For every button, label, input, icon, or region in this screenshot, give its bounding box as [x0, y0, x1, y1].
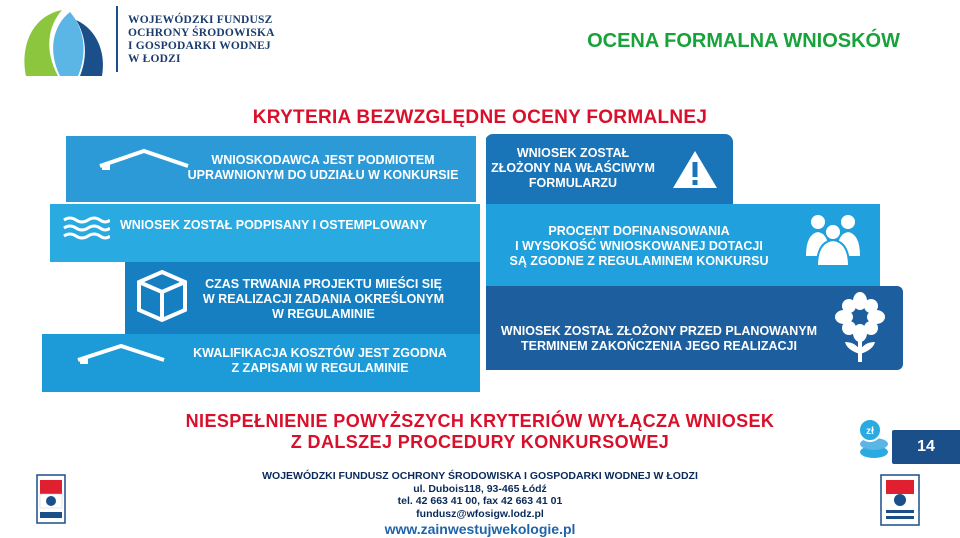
- roof-icon: [76, 344, 166, 364]
- conclusion-line: NIESPEŁNIENIE POWYŻSZYCH KRYTERIÓW WYŁĄCZA WNIOSEK: [185, 411, 775, 431]
- panel-text-line: KWALIFIKACJA KOSZTÓW JEST ZGODNA: [193, 346, 447, 360]
- footer-email[interactable]: fundusz@wfosigw.lodz.pl: [416, 507, 544, 520]
- page-number: 14: [892, 430, 960, 464]
- panel-text-line: SĄ ZGODNE Z REGULAMINEM KONKURSU: [509, 254, 769, 268]
- panel-text-line: I WYSOKOŚĆ WNIOSKOWANEJ DOTACJI: [515, 239, 763, 253]
- panel-text-line: PROCENT DOFINANSOWANIA: [548, 224, 730, 238]
- criterion-panel-signed: [50, 204, 480, 262]
- footer-address: ul. Dubois118, 93-465 Łódź: [413, 482, 547, 495]
- org-name-line: WOJEWÓDZKI FUNDUSZ: [128, 14, 273, 26]
- panel-arrow: [453, 370, 477, 386]
- footer-website-link[interactable]: www.zainwestujwekologie.pl: [384, 521, 576, 537]
- organization-name: [128, 14, 298, 66]
- criterion-panel-duration: [125, 262, 480, 334]
- org-name-line: I GOSPODARKI WODNEJ: [128, 40, 271, 52]
- panel-text-line: WNIOSKODAWCA JEST PODMIOTEM: [211, 153, 435, 167]
- footer-phone: tel. 42 663 41 00, fax 42 663 41 01: [397, 495, 563, 507]
- warning-icon: [671, 148, 719, 190]
- conclusion-line: Z DALSZEJ PROCEDURY KONKURSOWEJ: [290, 432, 670, 452]
- criterion-panel-funding: [485, 204, 880, 286]
- panel-text-line: TERMINEM ZAKOŃCZENIA JEGO REALIZACJI: [521, 339, 797, 353]
- panel-text-line: CZAS TRWANIA PROJEKTU MIEŚCI SIĘ: [205, 277, 442, 291]
- panel-text-line: FORMULARZU: [528, 176, 618, 190]
- people-icon: [803, 208, 863, 268]
- panel-text-line: WNIOSEK ZOSTAŁ ZŁOŻONY PRZED PLANOWANYM: [500, 324, 818, 338]
- panel-text-line: W REALIZACJI ZADANIA OKREŚLONYM: [202, 292, 445, 306]
- criterion-panel-applicant: [66, 136, 476, 202]
- panel-text-line: WNIOSEK ZOSTAŁ: [516, 146, 630, 160]
- panel-text-line: ZŁOŻONY NA WŁAŚCIWYM: [491, 161, 655, 175]
- logo-divider: [116, 6, 118, 72]
- panel-text-line: UPRAWNIONYM DO UDZIAŁU W KONKURSIE: [187, 168, 459, 182]
- criterion-panel-costs: [42, 334, 480, 392]
- wfos-logo-icon: [18, 6, 108, 78]
- footer-org: WOJEWÓDZKI FUNDUSZ OCHRONY ŚRODOWISKA I GOSPODARKI WODNEJ W ŁODZI: [262, 470, 698, 482]
- flower-icon: [835, 292, 885, 364]
- box-icon: [135, 268, 189, 324]
- svg-text:zł: zł: [866, 426, 874, 437]
- org-name-line: OCHRONY ŚRODOWISKA: [128, 27, 275, 39]
- footer-contact: [230, 470, 730, 538]
- certificate-badge-icon: [880, 474, 920, 526]
- criterion-panel-deadline: [485, 286, 903, 370]
- panel-text-line: WNIOSEK ZOSTAŁ PODPISANY I OSTEMPLOWANY: [120, 218, 428, 232]
- roof-icon: [98, 148, 190, 170]
- org-name-line: W ŁODZI: [128, 53, 181, 65]
- page-title: OCENA FORMALNA WNIOSKÓW: [587, 30, 900, 52]
- column-divider: [483, 130, 486, 396]
- panel-text-line: Z ZAPISAMI W REGULAMINIE: [231, 361, 409, 375]
- panel-text-line: W REGULAMINIE: [272, 307, 375, 321]
- criterion-panel-form: [485, 134, 733, 204]
- waves-icon: [62, 216, 110, 240]
- flag-badge-icon: [36, 474, 66, 524]
- conclusion-text: [120, 411, 840, 453]
- criteria-heading: KRYTERIA BEZWZGLĘDNE OCENY FORMALNEJ: [252, 107, 708, 128]
